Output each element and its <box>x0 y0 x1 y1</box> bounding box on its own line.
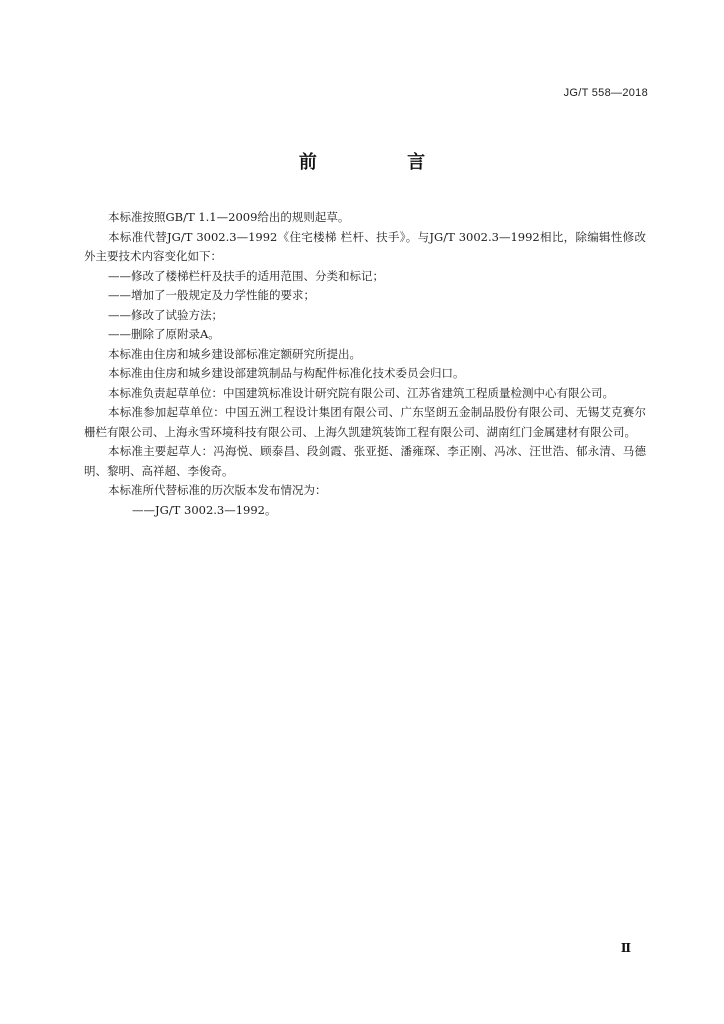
change-item: ——增加了一般规定及力学性能的要求； <box>108 288 315 302</box>
paragraph-participating-drafters: 本标准参加起草单位：中国五洲工程设计集团有限公司、广东坚朗五金制品股份有限公司、无锡艾克赛尔栅栏有限公司、上海永雪环境科技有限公司、上海久凯建筑装饰工程有限公司、湖南红门金属建材有限公司。 <box>84 405 646 439</box>
page-number: Ⅱ <box>620 941 631 955</box>
change-item: ——删除了原附录A。 <box>108 327 220 341</box>
page-title: 前 言 <box>298 152 468 173</box>
history-item: ——JG/T 3002.3—1992。 <box>132 502 277 517</box>
paragraph-proposer: 本标准由住房和城乡建设部标准定额研究所提出。 <box>108 346 361 361</box>
foreword-body <box>84 208 646 520</box>
standard-code: JG/T 558—2018 <box>563 87 648 99</box>
paragraph-lead-drafter: 本标准负责起草单位：中国建筑标准设计研究院有限公司、江苏省建筑工程质量检测中心有限公司。 <box>108 385 614 400</box>
paragraph-history-intro: 本标准所代替标准的历次版本发布情况为： <box>108 483 327 497</box>
paragraph-committee: 本标准由住房和城乡建设部建筑制品与构配件标准化技术委员会归口。 <box>108 366 465 380</box>
change-item: ——修改了试验方法； <box>108 307 223 322</box>
paragraph-drafting-rules: 本标准按照GB/T 1.1—2009给出的规则起草。 <box>108 210 350 224</box>
paragraph-replacement: 本标准代替JG/T 3002.3—1992《住宅楼梯 栏杆、扶手》。与JG/T 3002.3—1992相比，除编辑性修改外主要技术内容变化如下： <box>84 229 646 263</box>
change-item: ——修改了楼梯栏杆及扶手的适用范围、分类和标记； <box>108 268 384 283</box>
paragraph-main-drafters: 本标准主要起草人：冯海悦、顾泰昌、段剑霞、张亚挺、潘雍琛、李正刚、冯冰、汪世浩、郁永清、马德明、黎明、高祥超、李俊奇。 <box>84 444 646 478</box>
